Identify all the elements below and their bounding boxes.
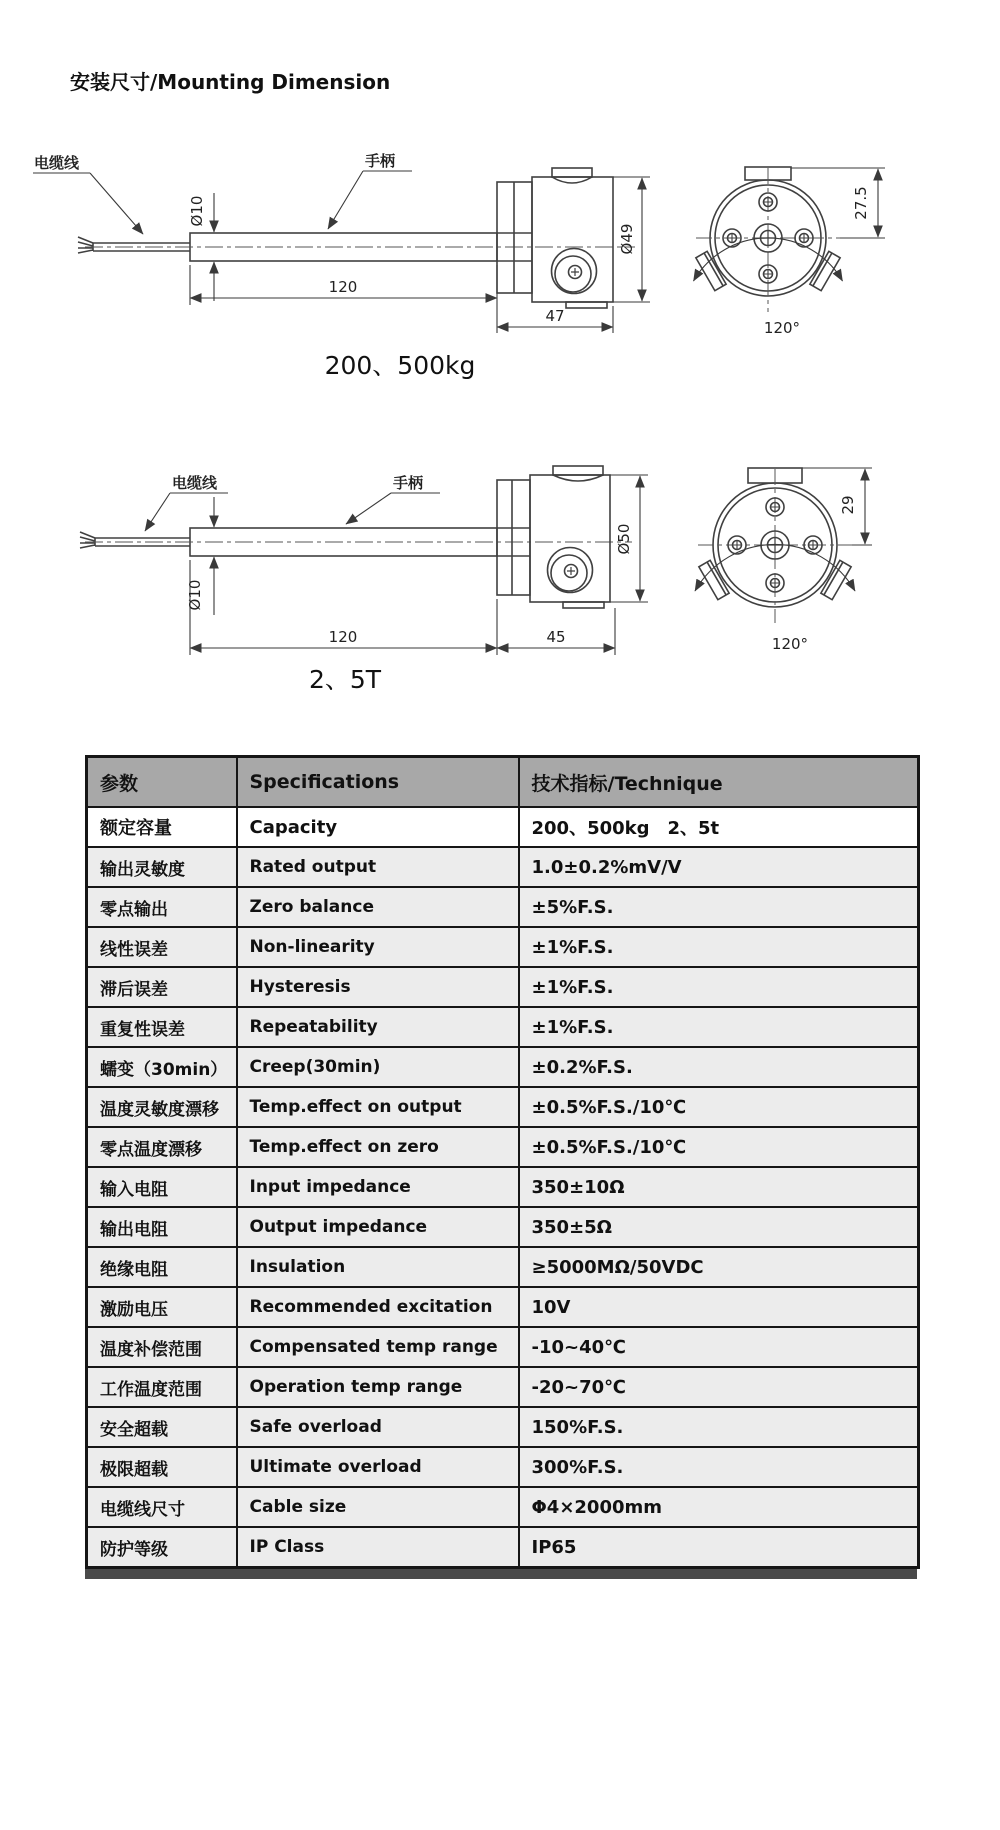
table-cell: 350±5Ω: [519, 1207, 919, 1247]
table-row: [87, 807, 919, 847]
table-cell: Temp.effect on zero: [237, 1127, 519, 1167]
table-cell: 电缆线尺寸: [87, 1487, 237, 1527]
table-cell: Repeatability: [237, 1007, 519, 1047]
table-cell: Non-linearity: [237, 927, 519, 967]
table-cell: Insulation: [237, 1247, 519, 1287]
header-parameter: 参数: [87, 757, 237, 808]
table-cell: Operation temp range: [237, 1367, 519, 1407]
table-cell: ±0.5%F.S./10℃: [519, 1127, 919, 1167]
table-cell: IP65: [519, 1527, 919, 1568]
table-cell: -10~40℃: [519, 1327, 919, 1367]
mount-angle-dim: 120°: [763, 319, 801, 337]
table-cell: 350±10Ω: [519, 1167, 919, 1207]
table-cell: ±1%F.S.: [519, 927, 919, 967]
table-cell: 滞后误差: [87, 967, 237, 1007]
cable-label: 电缆线: [34, 154, 80, 172]
table-cell: Safe overload: [237, 1407, 519, 1447]
sensor-body-side-view: [497, 466, 610, 608]
table-row: [87, 1247, 919, 1287]
table-cell: ±1%F.S.: [519, 1007, 919, 1047]
sensor-body-side-view: [497, 168, 613, 308]
handle-label: 手柄: [393, 474, 424, 492]
table-cell: 零点温度漂移: [87, 1127, 237, 1167]
table-row: [87, 1087, 919, 1127]
table-row: [87, 1407, 919, 1447]
table-cell: 200、500kg 2、5t: [519, 807, 919, 847]
table-cell: 输出电阻: [87, 1207, 237, 1247]
table-cell: 温度补偿范围: [87, 1327, 237, 1367]
header-specifications: Specifications: [237, 757, 519, 808]
table-row: [87, 967, 919, 1007]
table-cell: IP Class: [237, 1527, 519, 1568]
table-cell: 额定容量: [87, 807, 237, 847]
spec-table-body: [87, 807, 919, 1568]
cable-drawing: [78, 237, 190, 253]
mount-offset-dim: 27.5: [852, 186, 870, 220]
sensor-end-view: [698, 468, 852, 623]
mounting-drawing-large-capacity: [20, 455, 920, 670]
table-cell: Rated output: [237, 847, 519, 887]
header-technique: 技术指标/Technique: [519, 757, 919, 808]
table-cell: 300%F.S.: [519, 1447, 919, 1487]
table-row: [87, 1367, 919, 1407]
table-cell: ±0.5%F.S./10℃: [519, 1087, 919, 1127]
table-cell: 极限超载: [87, 1447, 237, 1487]
handle-label: 手柄: [365, 152, 396, 170]
table-cell: Zero balance: [237, 887, 519, 927]
table-cell: Capacity: [237, 807, 519, 847]
table-cell: Cable size: [237, 1487, 519, 1527]
table-row: [87, 1167, 919, 1207]
table-cell: 工作温度范围: [87, 1367, 237, 1407]
body-diameter-dim: Ø49: [618, 223, 636, 255]
table-cell: 输入电阻: [87, 1167, 237, 1207]
table-cell: ±5%F.S.: [519, 887, 919, 927]
table-cell: ±0.2%F.S.: [519, 1047, 919, 1087]
table-cell: 安全超载: [87, 1407, 237, 1447]
rod-length-dim: 120: [328, 628, 358, 646]
table-row: [87, 1127, 919, 1167]
table-row: [87, 847, 919, 887]
table-cell: Compensated temp range: [237, 1327, 519, 1367]
table-cell: Recommended excitation: [237, 1287, 519, 1327]
table-cell: Temp.effect on output: [237, 1087, 519, 1127]
table-row: [87, 1447, 919, 1487]
page-title: 安装尺寸/Mounting Dimension: [70, 70, 391, 94]
cable-drawing: [80, 532, 190, 548]
spec-table: [85, 755, 920, 1569]
rod-diameter-dim: Ø10: [188, 195, 206, 227]
table-cell: Ultimate overload: [237, 1447, 519, 1487]
table-cell: 150%F.S.: [519, 1407, 919, 1447]
cable-label: 电缆线: [172, 474, 218, 492]
drawing-caption-large-capacity: 2、5T: [308, 665, 382, 694]
table-row: [87, 1487, 919, 1527]
rod-diameter-dim: Ø10: [186, 579, 204, 611]
sensor-end-view: [696, 167, 840, 312]
table-cell: 1.0±0.2%mV/V: [519, 847, 919, 887]
rod-length-dim: 120: [328, 278, 358, 296]
table-cell: 蠕变（30min）: [87, 1047, 237, 1087]
table-row: [87, 1327, 919, 1367]
table-cell: 零点输出: [87, 887, 237, 927]
table-cell: Hysteresis: [237, 967, 519, 1007]
table-row: [87, 1207, 919, 1247]
table-cell: ≥5000MΩ/50VDC: [519, 1247, 919, 1287]
table-cell: 10V: [519, 1287, 919, 1327]
table-cell: 重复性误差: [87, 1007, 237, 1047]
table-cell: Creep(30min): [237, 1047, 519, 1087]
table-cell: Input impedance: [237, 1167, 519, 1207]
body-length-dim: 45: [546, 628, 566, 646]
table-cell: -20~70℃: [519, 1367, 919, 1407]
table-cell: 绝缘电阻: [87, 1247, 237, 1287]
table-row: [87, 1007, 919, 1047]
table-row: [87, 1047, 919, 1087]
spec-table-wrap: [85, 755, 917, 1579]
table-row: [87, 887, 919, 927]
mounting-drawing-small-capacity: [20, 125, 920, 340]
table-cell: ±1%F.S.: [519, 967, 919, 1007]
body-length-dim: 47: [545, 307, 565, 325]
table-row: [87, 927, 919, 967]
table-cell: 输出灵敏度: [87, 847, 237, 887]
table-header-row: [87, 757, 919, 808]
table-cell: 防护等级: [87, 1527, 237, 1568]
table-row: [87, 1287, 919, 1327]
table-cell: Φ4×2000mm: [519, 1487, 919, 1527]
table-cell: 温度灵敏度漂移: [87, 1087, 237, 1127]
mount-offset-dim: 29: [839, 495, 857, 515]
mount-angle-dim: 120°: [771, 635, 809, 653]
table-cell: 激励电压: [87, 1287, 237, 1327]
table-cell: 线性误差: [87, 927, 237, 967]
body-diameter-dim: Ø50: [615, 523, 633, 555]
table-row: [87, 1527, 919, 1568]
drawing-caption-small-capacity: 200、500kg: [324, 351, 476, 380]
table-cell: Output impedance: [237, 1207, 519, 1247]
